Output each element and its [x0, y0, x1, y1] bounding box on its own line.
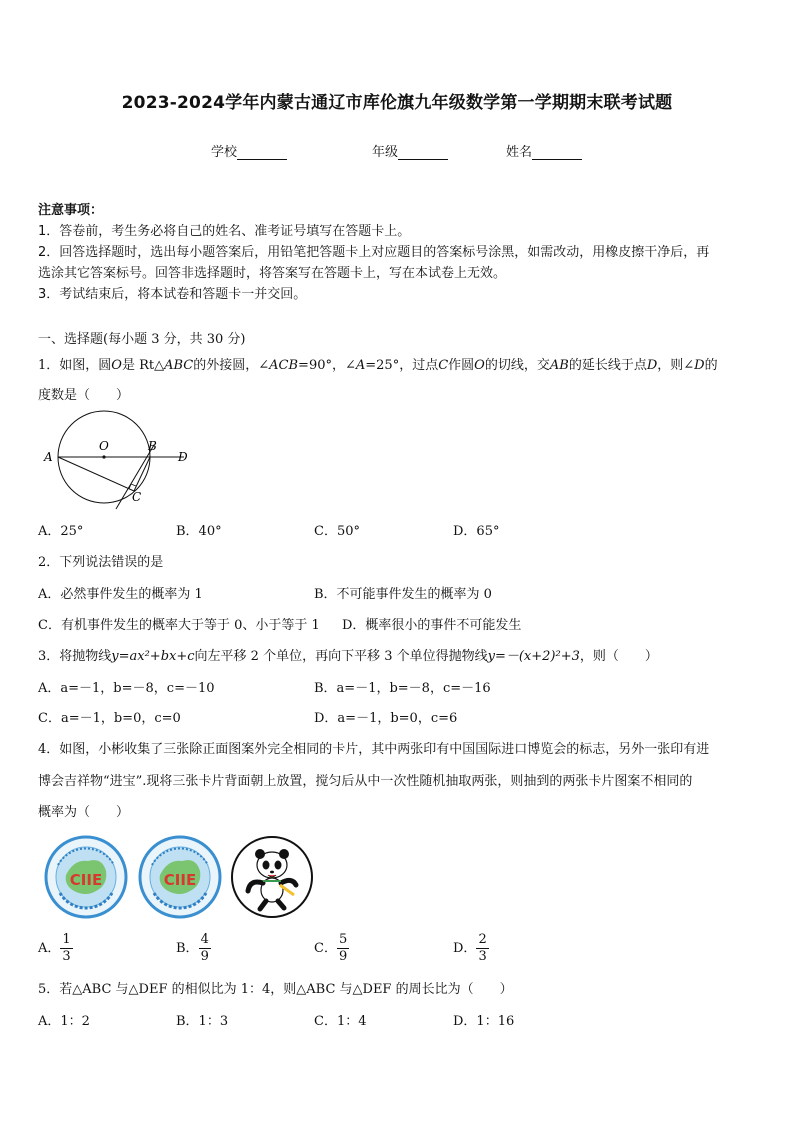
- ciie-text-2: CIIE: [163, 871, 197, 889]
- q1-stem-line2: 度数是（ ）: [38, 388, 130, 403]
- q3-option-a[interactable]: A．a=－1，b=－8，c=－10: [38, 681, 215, 696]
- ciie-logo-card-1: [44, 835, 128, 919]
- q3-option-d[interactable]: D．a=－1，b=0，c=6: [314, 711, 458, 726]
- school-label: 学校: [211, 145, 238, 160]
- grade-field[interactable]: [372, 141, 448, 160]
- q3-option-b[interactable]: B．a=－1，b=－8，c=－16: [314, 681, 491, 696]
- q4-stem-line3: 概率为（ ）: [38, 805, 130, 820]
- q2-stem: 2．下列说法错误的是: [38, 555, 164, 570]
- q5-option-c[interactable]: C．1：4: [314, 1014, 367, 1029]
- center-dot: [102, 455, 105, 458]
- q4-option-d[interactable]: D． $\frac{2}{3}$: [453, 932, 487, 964]
- q5-option-b[interactable]: B．1：3: [176, 1014, 229, 1029]
- q1-option-d[interactable]: D．65°: [453, 524, 500, 539]
- notice-item-3: 3．考试结束后，将本试卷和答题卡一并交回。: [38, 287, 307, 302]
- school-field[interactable]: [211, 141, 287, 160]
- label-a: A: [44, 450, 53, 464]
- notice-heading: 注意事项：: [38, 203, 104, 218]
- section-heading: 一、选择题(每小题 3 分，共 30 分): [38, 332, 246, 347]
- q4-option-b[interactable]: B． $\frac{4}{9}$: [176, 932, 209, 964]
- q1-stem-line1: 1．如图，圆O是 Rt△ABC的外接圆，∠ACB=90°，∠A=25°，过点C作圆O的切线，交AB的延长线于点D，则∠D的: [38, 358, 718, 373]
- q1-option-a[interactable]: A．25°: [38, 524, 84, 539]
- q5-option-d[interactable]: D．1：16: [453, 1014, 515, 1029]
- q4-stem-line2: 博会吉祥物“进宝”.现将三张卡片背面朝上放置，搅匀后从中一次性随机抽取两张，则抽到的两张卡片图案不相同的: [38, 774, 693, 789]
- jinbao-mascot-card: [230, 835, 314, 919]
- q1-circle-figure: [38, 405, 198, 515]
- q4-option-c[interactable]: C． $\frac{5}{9}$: [314, 932, 348, 964]
- label-d: D: [178, 450, 188, 464]
- label-c: C: [132, 490, 142, 504]
- q1-option-b[interactable]: B．40°: [176, 524, 222, 539]
- label-b: B: [148, 439, 157, 453]
- grade-blank[interactable]: [398, 145, 448, 160]
- ciie-logo-card-2: [138, 835, 222, 919]
- name-blank[interactable]: [532, 145, 582, 160]
- q3-option-c[interactable]: C．a=－1，b=0，c=0: [38, 711, 181, 726]
- q2-option-c[interactable]: C．有机事件发生的概率大于等于 0、小于等于 1: [38, 618, 320, 633]
- q5-option-a[interactable]: A．1：2: [38, 1014, 90, 1029]
- q2-option-a[interactable]: A．必然事件发生的概率为 1: [38, 587, 203, 602]
- name-field[interactable]: [506, 141, 582, 160]
- page-title: 2023-2024学年内蒙古通辽市库伦旗九年级数学第一学期期末联考试题: [121, 93, 673, 113]
- q4-option-a[interactable]: A． $\frac{1}{3}$: [38, 932, 71, 964]
- q1-option-c[interactable]: C．50°: [314, 524, 360, 539]
- school-blank[interactable]: [237, 145, 287, 160]
- ciie-text-1: CIIE: [69, 871, 103, 889]
- label-o: O: [99, 439, 109, 453]
- q2-option-b[interactable]: B．不可能事件发生的概率为 0: [314, 587, 492, 602]
- notice-item-2-cont: 选涂其它答案标号。回答非选择题时，将答案写在答题卡上，写在本试卷上无效。: [38, 266, 507, 281]
- notice-item-1: 1．答卷前，考生务必将自己的姓名、准考证号填写在答题卡上。: [38, 224, 411, 239]
- line-ac: [58, 457, 134, 491]
- grade-label: 年级: [372, 145, 399, 160]
- q3-stem: 3．将抛物线y=ax²+bx+c向左平移 2 个单位，再向下平移 3 个单位得抛物线y=－(x+2)²+3，则（ ）: [38, 649, 658, 664]
- q5-stem: 5．若△ABC 与△DEF 的相似比为 1：4，则△ABC 与△DEF 的周长比为（ ）: [38, 982, 513, 997]
- q4-stem-line1: 4．如图，小彬收集了三张除正面图案外完全相同的卡片，其中两张印有中国国际进口博览会的标志，另外一张印有进: [38, 742, 710, 757]
- q2-option-d[interactable]: D．概率很小的事件不可能发生: [342, 618, 522, 633]
- name-label: 姓名: [506, 145, 533, 160]
- notice-item-2: 2．回答选择题时，选出每小题答案后，用铅笔把答题卡上对应题目的答案标号涂黑，如需改动，用橡皮擦干净后，再: [38, 245, 710, 260]
